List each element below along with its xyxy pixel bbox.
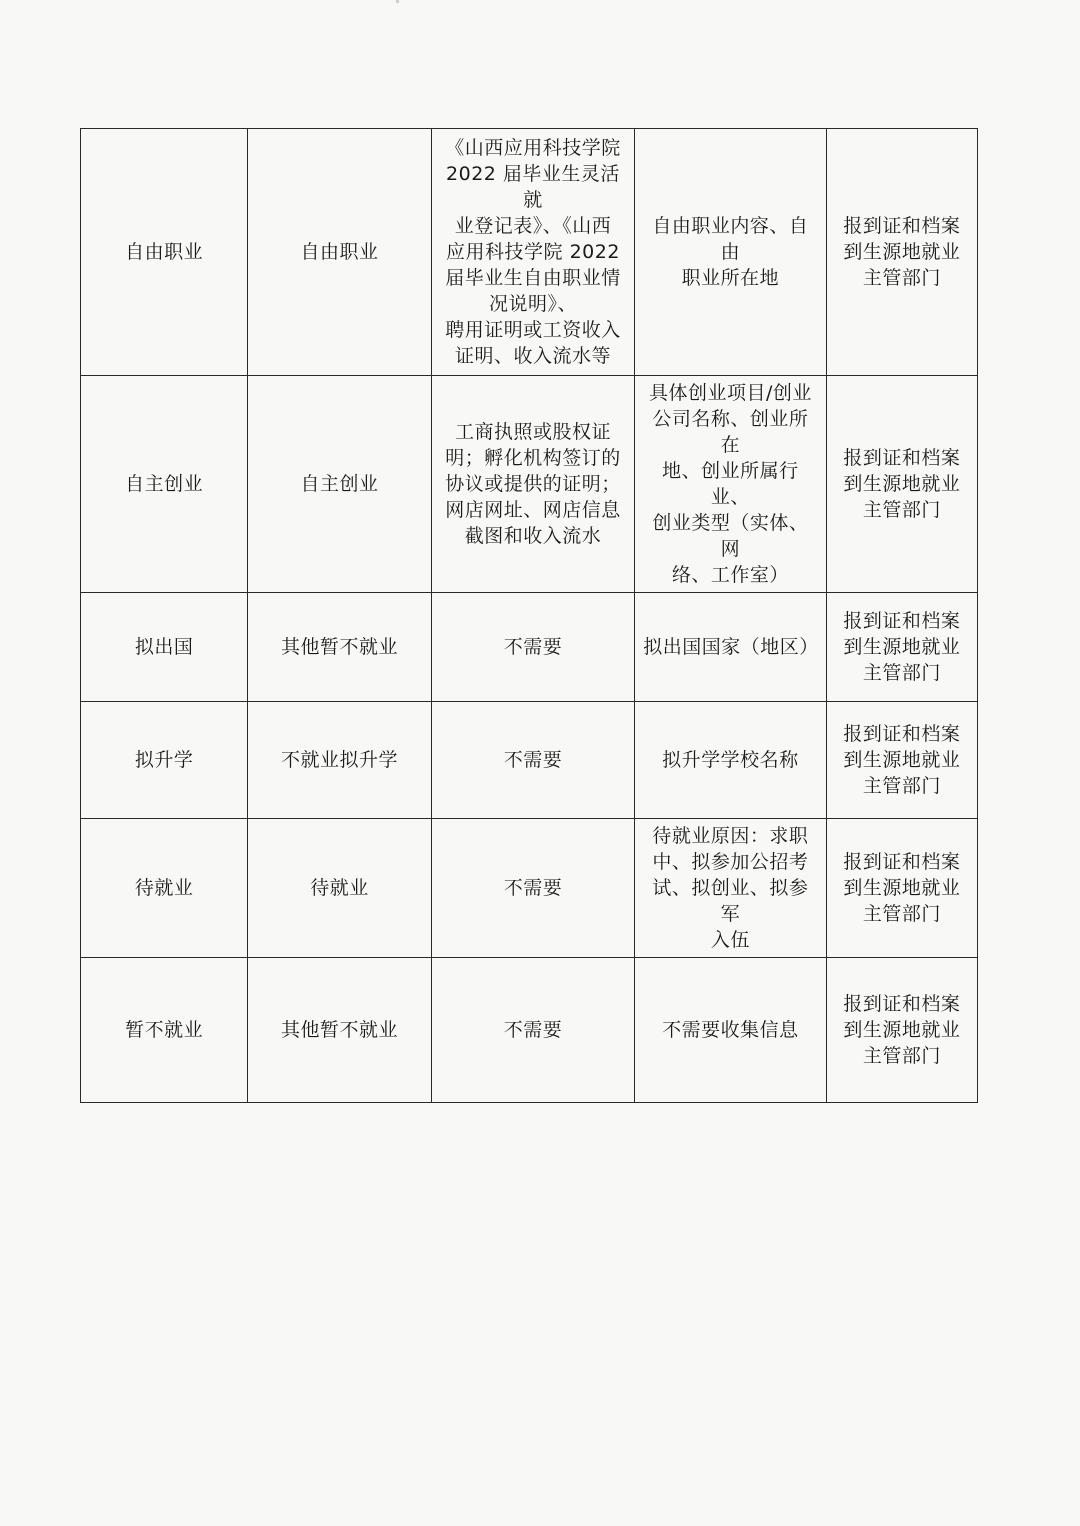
category-cell: 拟升学 xyxy=(81,702,248,819)
status-cell: 不就业拟升学 xyxy=(248,702,431,819)
status-cell: 其他暂不就业 xyxy=(248,958,431,1103)
status-cell: 自由职业 xyxy=(248,129,431,376)
archive-cell: 报到证和档案 到生源地就业 主管部门 xyxy=(826,129,977,376)
archive-cell: 报到证和档案 到生源地就业 主管部门 xyxy=(826,702,977,819)
archive-cell: 报到证和档案 到生源地就业 主管部门 xyxy=(826,819,977,958)
archive-cell: 报到证和档案 到生源地就业 主管部门 xyxy=(826,958,977,1103)
status-cell: 待就业 xyxy=(248,819,431,958)
status-cell: 自主创业 xyxy=(248,376,431,593)
category-cell: 暂不就业 xyxy=(81,958,248,1103)
table-row xyxy=(81,593,978,702)
materials-cell: 工商执照或股权证 明；孵化机构签订的 协议或提供的证明； 网店网址、网店信息 截图和收入流水 xyxy=(431,376,634,593)
table-row xyxy=(81,376,978,593)
archive-cell: 报到证和档案 到生源地就业 主管部门 xyxy=(826,593,977,702)
category-cell: 拟出国 xyxy=(81,593,248,702)
category-cell: 自主创业 xyxy=(81,376,248,593)
table-row xyxy=(81,958,978,1103)
table-row xyxy=(81,819,978,958)
info-cell: 具体创业项目/创业 公司名称、创业所在 地、创业所属行业、 创业类型（实体、网 络、工作室） xyxy=(635,376,826,593)
materials-cell: 不需要 xyxy=(431,819,634,958)
employment-table xyxy=(80,128,978,1103)
table-row xyxy=(81,702,978,819)
info-cell: 自由职业内容、自由 职业所在地 xyxy=(635,129,826,376)
category-cell: 自由职业 xyxy=(81,129,248,376)
info-cell: 待就业原因：求职 中、拟参加公招考 试、拟创业、拟参军 入伍 xyxy=(635,819,826,958)
status-cell: 其他暂不就业 xyxy=(248,593,431,702)
info-cell: 不需要收集信息 xyxy=(635,958,826,1103)
table-row xyxy=(81,129,978,376)
info-cell: 拟出国国家（地区） xyxy=(635,593,826,702)
scan-speck xyxy=(396,0,399,3)
materials-cell: 《山西应用科技学院 2022 届毕业生灵活就 业登记表》、《山西 应用科技学院 2022 届毕业生自由职业情 况说明》、 聘用证明或工资收入 证明、收入流水等 xyxy=(431,129,634,376)
category-cell: 待就业 xyxy=(81,819,248,958)
materials-cell: 不需要 xyxy=(431,702,634,819)
materials-cell: 不需要 xyxy=(431,593,634,702)
info-cell: 拟升学学校名称 xyxy=(635,702,826,819)
materials-cell: 不需要 xyxy=(431,958,634,1103)
archive-cell: 报到证和档案 到生源地就业 主管部门 xyxy=(826,376,977,593)
